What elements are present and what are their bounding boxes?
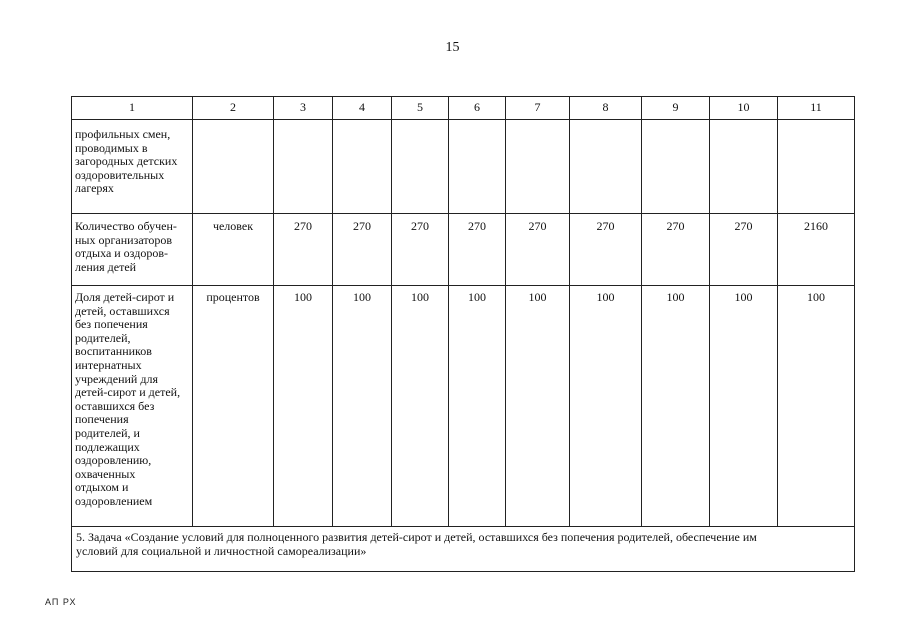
table-row (72, 120, 855, 214)
table-row (72, 214, 855, 286)
unit-cell (193, 120, 274, 214)
indicator-name-line: Количество обучен- (75, 219, 177, 233)
indicator-name-line: ных организаторов (75, 232, 173, 247)
indicator-name-line: воспитанников (75, 344, 152, 359)
task-text-line: 5. Задача «Создание условий для полноценного развития детей-сирот и детей, оставшихся без попечения родителей, обеспечение им (76, 530, 757, 544)
column-header: 6 (449, 97, 506, 120)
value-cell (449, 120, 506, 214)
value-cell: 270 (392, 214, 449, 286)
column-header: 5 (392, 97, 449, 120)
value-cell: 100 (333, 286, 392, 527)
value-cell: 270 (710, 214, 778, 286)
page-number: 15 (445, 40, 460, 55)
indicator-name-line: Доля детей-сирот и (75, 290, 175, 304)
indicator-name-line: учреждений для (75, 371, 158, 386)
indicator-name-line: без попечения (75, 317, 148, 332)
indicator-name-cell (72, 286, 193, 527)
value-cell: 100 (570, 286, 642, 527)
task-text-line: условий для социальной и личностной самореализации» (76, 543, 367, 558)
value-cell: 100 (710, 286, 778, 527)
value-cell: 100 (506, 286, 570, 527)
column-header: 3 (274, 97, 333, 120)
value-cell: 270 (570, 214, 642, 286)
indicator-name-line: оздоровлением (75, 493, 153, 508)
table-body (72, 97, 855, 572)
value-cell (570, 120, 642, 214)
value-cell: 270 (333, 214, 392, 286)
indicator-name-cell (72, 120, 193, 214)
indicator-name-line: проводимых в (75, 140, 148, 155)
column-header: 9 (642, 97, 710, 120)
unit-cell: процентов (193, 286, 274, 527)
indicator-name-line: детей, оставшихся (75, 303, 170, 318)
indicator-name-line: оздоровлению, (75, 453, 152, 468)
column-header: 1 (72, 97, 193, 120)
value-cell (506, 120, 570, 214)
indicator-name-line: загородных детских (75, 154, 178, 169)
value-cell: 2160 (778, 214, 855, 286)
indicator-name-line: отдыха и оздоров- (75, 246, 168, 261)
indicator-name-line: профильных смен, (75, 127, 171, 141)
value-cell: 270 (274, 214, 333, 286)
column-header: 2 (193, 97, 274, 120)
indicators-table (71, 96, 855, 572)
indicator-name-line: отдыхом и (75, 480, 129, 495)
value-cell: 100 (778, 286, 855, 527)
header-row (72, 97, 855, 120)
value-cell: 100 (449, 286, 506, 527)
indicator-name-line: интернатных (75, 357, 142, 372)
value-cell: 270 (449, 214, 506, 286)
column-header: 11 (778, 97, 855, 120)
indicator-name-line: родителей, и (75, 425, 140, 440)
value-cell: 270 (642, 214, 710, 286)
column-header: 4 (333, 97, 392, 120)
task-row (72, 527, 855, 572)
indicator-name-line: оставшихся без (75, 398, 155, 413)
footer-mark: АП РХ (45, 597, 77, 607)
value-cell: 100 (274, 286, 333, 527)
column-header: 10 (710, 97, 778, 120)
indicator-name-line: подлежащих (75, 439, 140, 454)
unit-cell: человек (193, 214, 274, 286)
value-cell (274, 120, 333, 214)
column-header: 7 (506, 97, 570, 120)
value-cell (710, 120, 778, 214)
column-header: 8 (570, 97, 642, 120)
table-row (72, 286, 855, 527)
value-cell: 100 (642, 286, 710, 527)
indicator-name-line: охваченных (75, 466, 136, 481)
indicator-name-line: попечения (75, 412, 129, 427)
value-cell: 100 (392, 286, 449, 527)
value-cell (392, 120, 449, 214)
indicator-name-line: лагерях (75, 181, 114, 196)
task-cell (72, 527, 855, 572)
value-cell (333, 120, 392, 214)
indicator-name-line: ления детей (75, 259, 137, 274)
value-cell (778, 120, 855, 214)
indicator-name-line: детей-сирот и детей, (75, 385, 181, 400)
value-cell: 270 (506, 214, 570, 286)
value-cell (642, 120, 710, 214)
indicator-name-cell (72, 214, 193, 286)
indicator-name-line: оздоровительных (75, 167, 165, 182)
indicator-name-line: родителей, (75, 330, 131, 345)
